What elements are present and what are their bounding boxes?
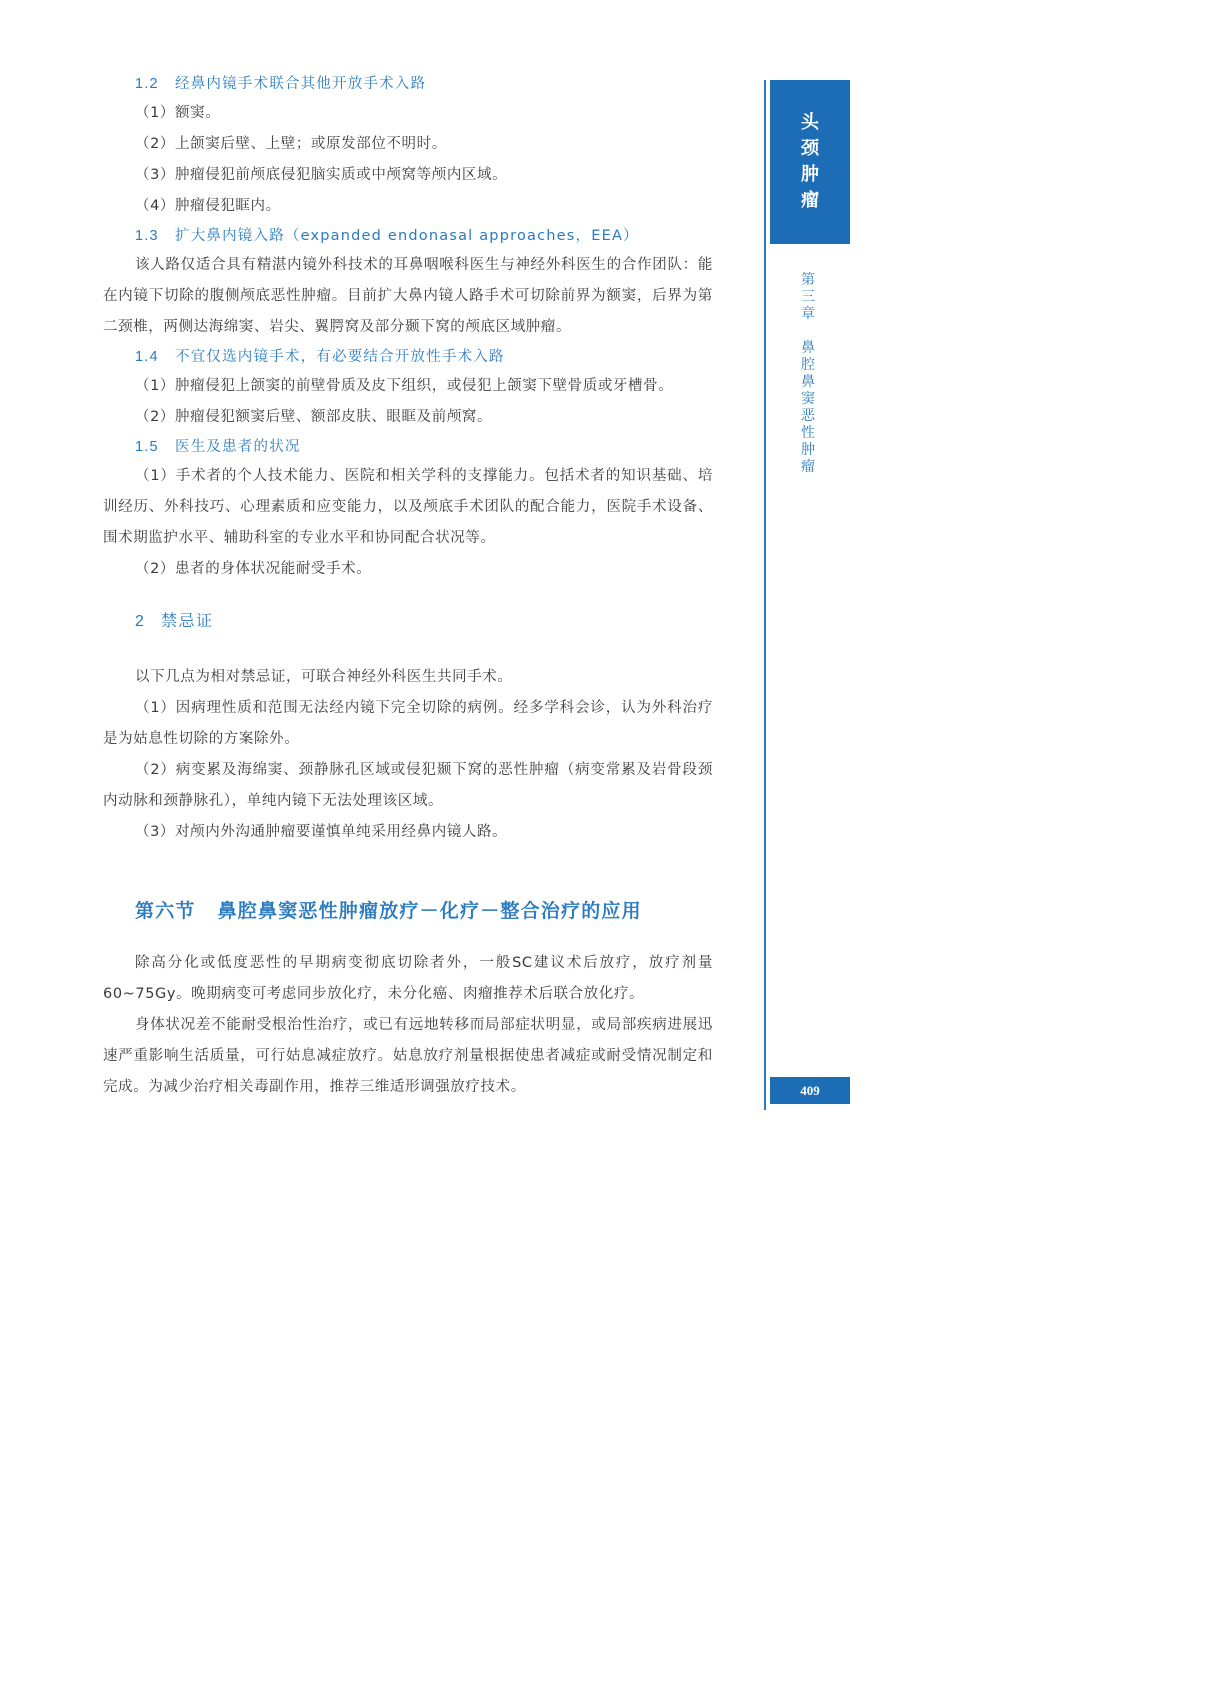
- heading-1-3: 1.3 扩大鼻内镜入路（expanded endonasal approaches，EEA）: [135, 228, 639, 244]
- paragraph: （2）病变累及海绵窦、颈静脉孔区域或侵犯颞下窝的恶性肿瘤（病变常累及岩骨段颈内动脉和颈静脉孔），单纯内镜下无法处理该区域。: [103, 762, 713, 809]
- paragraph: （1）因病理性质和范围无法经内镜下完全切除的病例。经多学科会诊，认为外科治疗是为姑息性切除的方案除外。: [103, 700, 713, 747]
- paragraph: 以下几点为相对禁忌证，可联合神经外科医生共同手术。: [135, 669, 513, 685]
- paragraph: 除高分化或低度恶性的早期病变彻底切除者外，一般SC建议术后放疗，放疗剂量60~75Gy。晚期病变可考虑同步放化疗，未分化癌、肉瘤推荐术后联合放化疗。: [103, 955, 713, 1002]
- paragraph: （1）肿瘤侵犯上颌窦的前壁骨质及皮下组织，或侵犯上颌窦下壁骨质或牙槽骨。: [135, 378, 674, 394]
- heading-1-4: 1.4 不宜仅选内镜手术，有必要结合开放性手术入路: [135, 349, 505, 365]
- paragraph: 该人路仅适合具有精湛内镜外科技术的耳鼻咽喉科医生与神经外科医生的合作团队：能在内镜下切除的腹侧颅底恶性肿瘤。目前扩大鼻内镜人路手术可切除前界为额窦，后界为第二颈椎，两侧达海绵窦、岩尖、翼腭窝及部分颞下窝的颅底区域肿瘤。: [103, 257, 713, 335]
- heading-2-contraindications: 2 禁忌证: [135, 611, 214, 630]
- paragraph: （1）额窦。: [135, 105, 221, 121]
- section-title: 第六节 鼻腔鼻窦恶性肿瘤放疗－化疗－整合治疗的应用: [135, 900, 642, 922]
- paragraph: （1）手术者的个人技术能力、医院和相关学科的支撑能力。包括术者的知识基础、培训经历、外科技巧、心理素质和应变能力，以及颅底手术团队的配合能力，医院手术设备、围术期监护水平、辅助科室的专业水平和协同配合状况等。: [103, 468, 713, 546]
- section-tab: [770, 80, 850, 244]
- side-chapter-label: 第三章: [801, 272, 815, 322]
- paragraph: 身体状况差不能耐受根治性治疗，或已有远地转移而局部症状明显，或局部疾病进展迅速严重影响生活质量，可行姑息减症放疗。姑息放疗剂量根据使患者减症或耐受情况制定和完成。为减少治疗相关毒副作用，推荐三维适形调强放疗技术。: [103, 1017, 713, 1095]
- paragraph: （3）肿瘤侵犯前颅底侵犯脑实质或中颅窝等颅内区域。: [135, 167, 508, 183]
- side-chapter-title: 鼻腔鼻窦恶性肿瘤: [801, 340, 815, 475]
- tab-char: 头: [801, 112, 819, 133]
- tab-char: 肿: [801, 164, 819, 185]
- heading-1-2: 1.2 经鼻内镜手术联合其他开放手术入路: [135, 76, 427, 92]
- main-content: [103, 70, 713, 1103]
- page-number: 409: [770, 1077, 850, 1104]
- paragraph: （2）上颌窦后壁、上壁；或原发部位不明时。: [135, 136, 447, 152]
- tab-char: 颈: [801, 138, 819, 159]
- paragraph: （2）患者的身体状况能耐受手术。: [135, 561, 372, 577]
- paragraph: （3）对颅内外沟通肿瘤要谨慎单纯采用经鼻内镜人路。: [135, 824, 508, 840]
- heading-1-5: 1.5 医生及患者的状况: [135, 439, 301, 455]
- tab-char: 瘤: [801, 190, 819, 211]
- margin-rule: [764, 80, 766, 1110]
- paragraph: （4）肿瘤侵犯眶内。: [135, 198, 281, 214]
- paragraph: （2）肿瘤侵犯额窦后壁、额部皮肤、眼眶及前颅窝。: [135, 409, 493, 425]
